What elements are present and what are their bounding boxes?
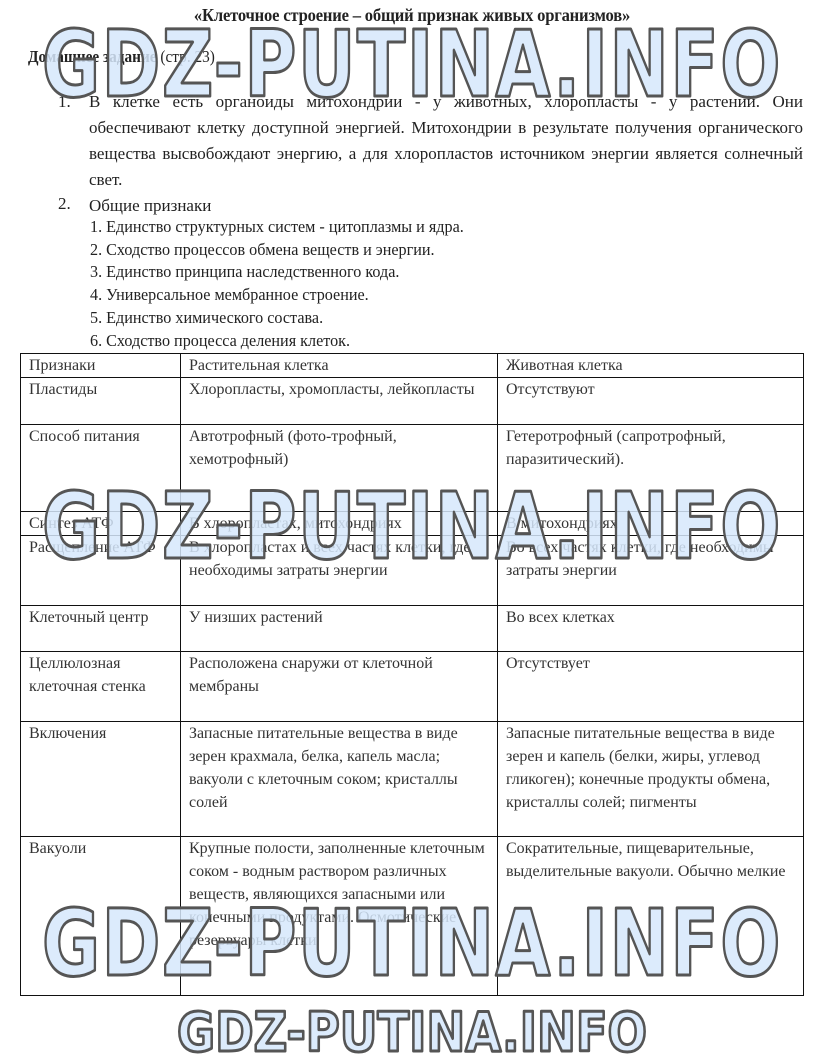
table-cell: Расщепление АТФ xyxy=(21,536,181,606)
table-cell: Вакуоли xyxy=(21,837,181,996)
list-item: 4. Универсальное мембранное строение. xyxy=(90,285,369,305)
table-cell: Сократительные, пищеварительные, выделительные вакуоли. Обычно мелкие xyxy=(498,837,804,996)
table-cell: Автотрофный (фото-трофный, хемотрофный) xyxy=(181,425,498,512)
item-number: 2. xyxy=(58,194,71,213)
table-cell: Синтез АТФ xyxy=(21,512,181,536)
table-row xyxy=(21,652,804,722)
table-cell: Запасные питательные вещества в виде зерен и капель (белки, жиры, углевод гликоген); конечные продукты обмена, кристаллы солей; пигменты xyxy=(498,722,804,837)
table-cell: Крупные полости, заполненные клеточным соком - водным раствором различных веществ, являющихся запасными или конечными продуктами. Осмотические резервуары клетки xyxy=(181,837,498,996)
table-cell: Включения xyxy=(21,722,181,837)
table-cell: Расположена снаружи от клеточной мембраны xyxy=(181,652,498,722)
common-features-list xyxy=(90,216,483,352)
watermark-text: GDZ-PUTINA.INFO xyxy=(42,11,782,118)
table-header-row xyxy=(21,354,804,378)
answer-item-2 xyxy=(58,194,211,218)
table-cell: У низших растений xyxy=(181,606,498,652)
table-cell: Целлюлозная клеточная стенка xyxy=(21,652,181,722)
watermark-text: GDZ-PUTINA.INFO xyxy=(177,1001,647,1058)
table-cell: Пластиды xyxy=(21,378,181,425)
answer-item-1 xyxy=(58,89,803,193)
list-item: 3. Единство принципа наследственного кода. xyxy=(90,262,400,282)
watermark-footer xyxy=(0,1003,824,1058)
document-title: «Клеточное строение – общий признак живых организмов» xyxy=(193,5,631,25)
header-cell: Животная клетка xyxy=(498,354,804,378)
table-row xyxy=(21,606,804,652)
table-cell: Гетеротрофный (сапротрофный, паразитический). xyxy=(498,425,804,512)
watermark-text: GDZ-PUTINA.INFO xyxy=(42,473,782,580)
homework-page-ref: (стр. 23) xyxy=(156,47,215,66)
table-row xyxy=(21,837,804,996)
list-item: 1. Единство структурных систем - цитоплазмы и ядра. xyxy=(90,217,464,236)
table-row xyxy=(21,722,804,837)
table-cell: Во всех частях клетки, где необходимы затраты энергии xyxy=(498,536,804,606)
item-text: Общие признаки xyxy=(89,196,212,215)
table-cell: Способ питания xyxy=(21,425,181,512)
item-number: 1. xyxy=(58,92,71,111)
table-cell: Хлоропласты, хромопласты, лейкопласты xyxy=(181,378,498,425)
table-cell: В митохондриях xyxy=(498,512,804,536)
table-cell: Клеточный центр xyxy=(21,606,181,652)
table-cell: В хлоропластах и всех частях клетки, где необходимы затраты энергии xyxy=(181,536,498,606)
homework-heading xyxy=(28,47,215,67)
table-row xyxy=(21,536,804,606)
header-cell: Растительная клетка xyxy=(181,354,498,378)
list-item: 5. Единство химического состава. xyxy=(90,307,324,327)
table-cell: Запасные питательные вещества в виде зерен крахмала, белка, капель масла; вакуоли с клеточным соком; кристаллы солей xyxy=(181,722,498,837)
watermark-logo xyxy=(162,1003,662,1058)
watermark-text: GDZ-PUTINA.INFO xyxy=(42,890,782,997)
header-cell: Признаки xyxy=(21,354,181,378)
item-text: В клетке есть органоиды митохондрии - у животных, хлоропласты - у растений. Они обеспечивают клетку доступной энергией. Митохондрии в результате получения органического вещества высвобождают энергию, а для хлоропластов источником энергии является солнечный свет. xyxy=(89,92,803,189)
table-row xyxy=(21,512,804,536)
list-item: 6. Сходство процесса деления клеток. xyxy=(90,330,351,350)
table-cell: Во всех клетках xyxy=(498,606,804,652)
table-cell: В хлоропластах, митохондриях xyxy=(181,512,498,536)
table-cell: Отсутствуют xyxy=(498,378,804,425)
table-row xyxy=(21,425,804,512)
table-row xyxy=(21,378,804,425)
comparison-table xyxy=(20,353,804,996)
list-item: 2. Сходство процессов обмена веществ и энергии. xyxy=(90,239,435,259)
homework-label: Домашнее задание xyxy=(28,47,157,66)
table-cell: Отсутствует xyxy=(498,652,804,722)
